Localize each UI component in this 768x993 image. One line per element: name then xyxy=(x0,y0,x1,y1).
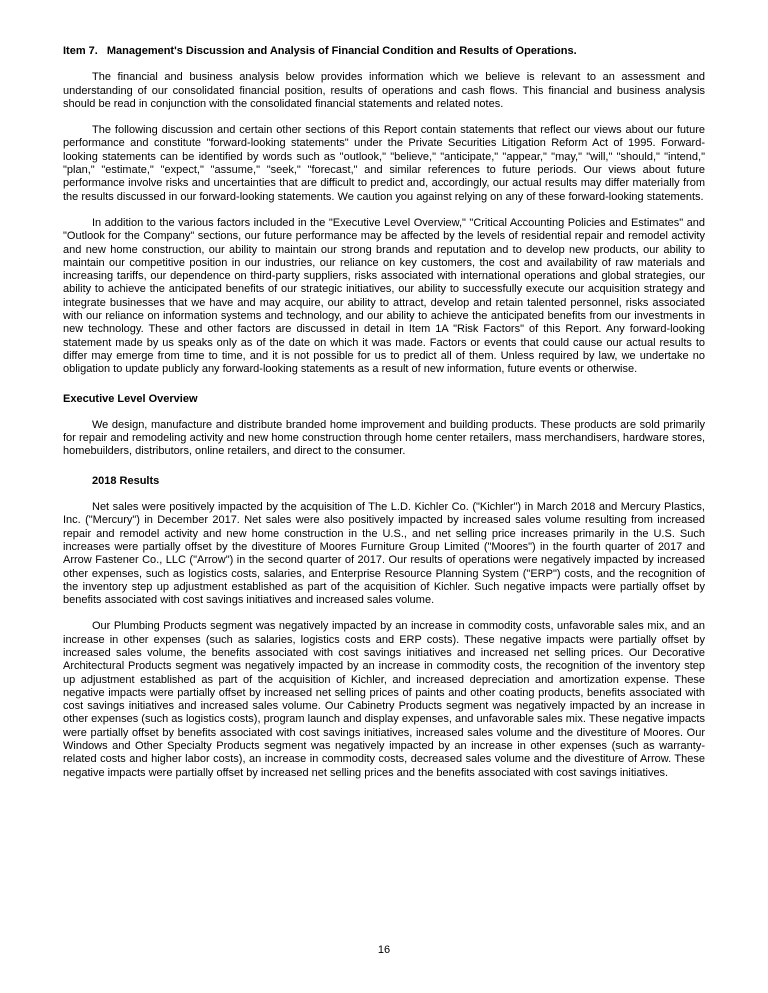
executive-level-overview-heading: Executive Level Overview xyxy=(63,392,198,405)
paragraph-executive-overview: We design, manufacture and distribute branded home improvement and building products. These products are sold primarily for repair and remodeling activity and new home construction through home center retailers, mass merchandisers, hardware stores, homebuilders, distributors, online retailers, and direct to the consumer. xyxy=(63,418,705,458)
page-number: 16 xyxy=(377,943,391,956)
paragraph-2018-net-sales: Net sales were positively impacted by the acquisition of The L.D. Kichler Co. ("Kichler") in March 2018 and Mercury Plastics, Inc. ("Mercury") in December 2017. Net sales were also positively impacted by increased sales volume resulting from increased repair and remodel activity and new home construction in the U.S., and net selling price increases primarily in the U.S. Such increases were partially offset by the divestiture of Moores Furniture Group Limited ("Moores") in the fourth quarter of 2017 and Arrow Fastener Co., LLC ("Arrow") in the second quarter of 2017. Our results of operations were negatively impacted by increased other expenses, such as logistics costs, salaries, and Enterprise Resource Planning System ("ERP") costs, and the recognition of the inventory step up adjustment established as part of the acquisition of Kichler. Such negative impacts were partially offset by benefits associated with cost savings initiatives and increased sales volume. xyxy=(63,501,705,607)
item-number-label: Item 7. xyxy=(63,45,98,57)
item-title-label: Management's Discussion and Analysis of Financial Condition and Results of Operations. xyxy=(106,45,577,57)
paragraph-forward-looking: The following discussion and certain other sections of this Report contain statements that reflect our views about our future performance and constitute "forward-looking statements" under the Private Securities Litigation Reform Act of 1995. Forward-looking statements can be identified by words such as "outlook," "believe," "anticipate," "appear," "may," "will," "should," "intend," "plan," "estimate," "expect," "assume," "seek," "forecast," and similar references to future periods. Our views about future performance involve risks and uncertainties that are difficult to predict and, accordingly, our actual results may differ materially from the results discussed in our forward-looking statements. We caution you against relying on any of these forward-looking statements. xyxy=(63,124,705,203)
paragraph-2018-segments: Our Plumbing Products segment was negatively impacted by an increase in commodity costs, unfavorable sales mix, and an increase in other expenses (such as salaries, logistics costs and ERP costs). These negative impacts were partially offset by increased sales volume, the benefits associated with cost savings initiatives and increased net selling prices. Our Decorative Architectural Products segment was negatively impacted by an increase in commodity costs, the recognition of the inventory step up adjustment established as part of the acquisition of Kichler, and increased depreciation and amortization expense. These negative impacts were partially offset by increased net selling prices of paints and other coating products, benefits associated with cost savings initiatives and increased sales volume. Our Cabinetry Products segment was negatively impacted by an increase in other expenses (such as logistics costs), program launch and display expenses, and unfavorable sales mix. These negative impacts were partially offset by benefits associated with cost savings initiatives, increased sales volume and the divestiture of Moores. Our Windows and Other Specialty Products segment was negatively impacted by an increase in other expenses (such as warranty-related costs and higher labor costs), an increase in commodity costs, decreased sales volume and the divestiture of Arrow. These negative impacts were partially offset by increased net selling prices and the benefits associated with cost savings initiatives. xyxy=(63,620,705,779)
results-2018-heading: 2018 Results xyxy=(92,474,160,487)
paragraph-additional-factors: In addition to the various factors included in the "Executive Level Overview," "Critical Accounting Policies and Estimates" and "Outlook for the Company" sections, our future performance may be affected by the levels of residential repair and remodel activity and new home construction, our ability to maintain our strong brands and reputation and to develop new products, our ability to maintain our competitive position in our industries, our reliance on key customers, the cost and availability of raw materials and increasing tariffs, our dependence on third-party suppliers, risks associated with international operations and global strategies, our ability to achieve the anticipated benefits of our strategic initiatives, our ability to successfully execute our acquisition strategy and integrate businesses that we have and may acquire, our ability to attract, develop and retain talented personnel, risks associated with our reliance on information systems and technology, and our ability to achieve the anticipated benefits from our investments in new technology. These and other factors are discussed in detail in Item 1A "Risk Factors" of this Report. Any forward-looking statement made by us speaks only as of the date on which it was made. Factors or events that could cause our actual results to differ may emerge from time to time, and it is not possible for us to predict all of them. Unless required by law, we undertake no obligation to update publicly any forward-looking statements as a result of new information, future events or otherwise. xyxy=(63,216,705,376)
item-7-heading xyxy=(63,45,705,58)
paragraph-intro: The financial and business analysis below provides information which we believe is relevant to an assessment and understanding of our consolidated financial position, results of operations and cash flows. This financial and business analysis should be read in conjunction with the consolidated financial statements and related notes. xyxy=(63,71,705,110)
